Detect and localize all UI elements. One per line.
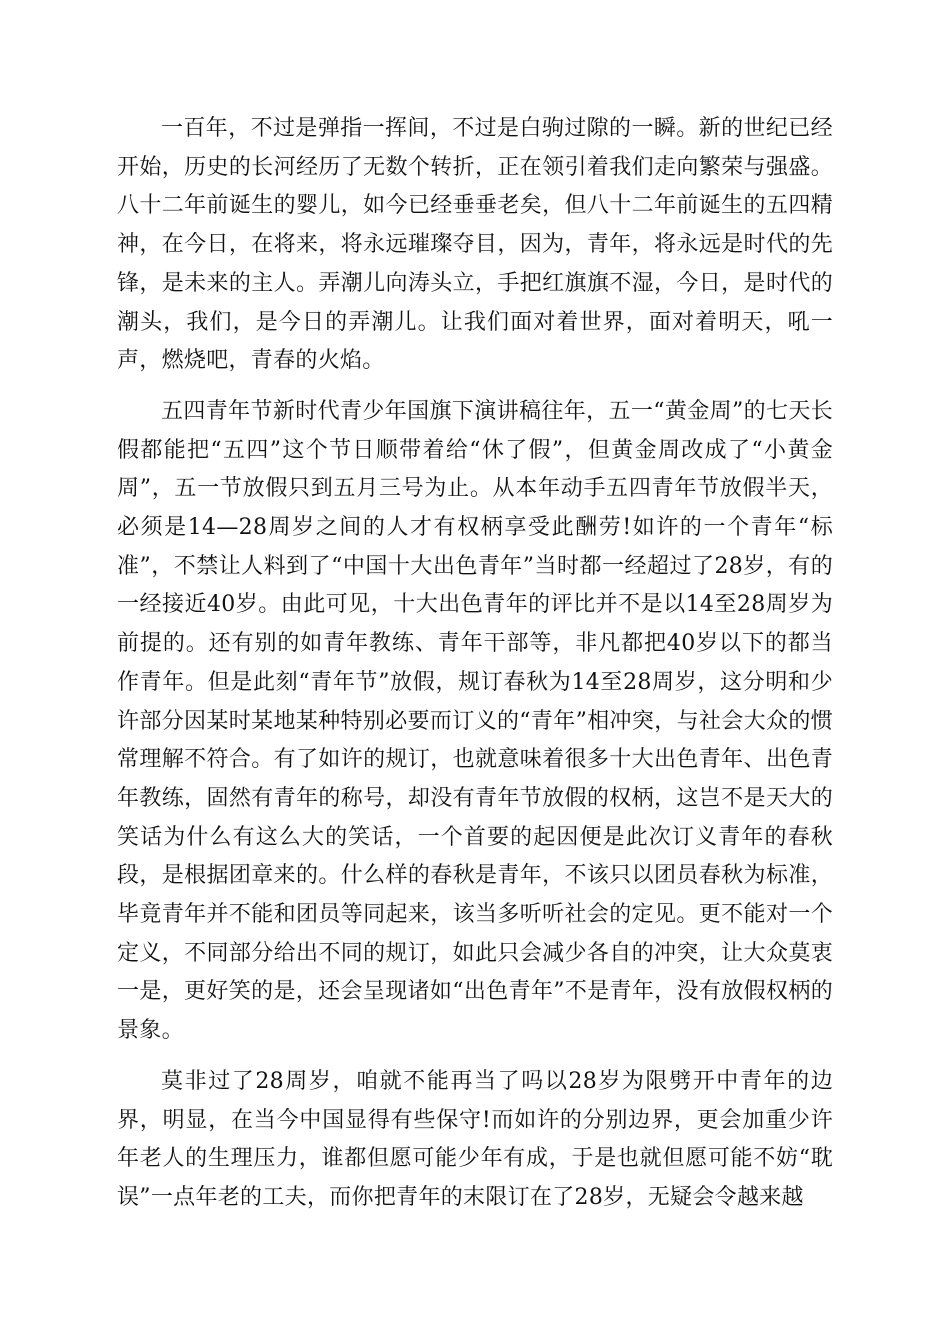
document-body [117,110,833,1218]
paragraph-centennial: 一百年，不过是弹指一挥间，不过是白驹过隙的一瞬。新的世纪已经开始，历史的长河经历了无数个转折，正在领引着我们走向繁荣与强盛。八十二年前诞生的婴儿，如今已经垂垂老矣，但八十二年前诞生的五四精神，在今日，在将来，将永远璀璨夺目，因为，青年，将永远是时代的先锋，是未来的主人。弄潮儿向涛头立，手把红旗旗不湿，今日，是时代的潮头，我们，是今日的弄潮儿。让我们面对着世界，面对着明天，吼一声，燃烧吧，青春的火焰。 [117,116,833,374]
paragraph-age-limit: 莫非过了28周岁，咱就不能再当了吗以28岁为限劈开中青年的边界，明显，在当今中国显得有些保守!而如许的分别边界，更会加重少许年老人的生理压力，谁都但愿可能少年有成，于是也就但愿可能不妨“耽误”一点年老的工夫，而你把青年的末限订在了28岁，无疑会令越来越 [117,1068,833,1210]
paragraph-youth-day-holiday: 五四青年节新时代青少年国旗下演讲稿往年，五一“黄金周”的七天长假都能把“五四”这个节日顺带着给“休了假”，但黄金周改成了“小黄金周”，五一节放假只到五月三号为止。从本年动手五四青年节放假半天，必须是14—28周岁之间的人才有权柄享受此酬劳!如许的一个青年“标准”，不禁让人料到了“中国十大出色青年”当时都一经超过了28岁，有的一经接近40岁。由此可见，十大出色青年的评比并不是以14至28周岁为前提的。还有别的如青年教练、青年干部等，非凡都把40岁以下的都当作青年。但是此刻“青年节”放假，规订春秋为14至28周岁，这分明和少许部分因某时某地某种特别必要而订义的“青年”相冲突，与社会大众的惯常理解不符合。有了如许的规订，也就意味着很多十大出色青年、出色青年教练，固然有青年的称号，却没有青年节放假的权柄，这岂不是天大的笑话为什么有这么大的笑话，一个首要的起因便是此次订义青年的春秋段，是根据团章来的。什么样的春秋是青年，不该只以团员春秋为标准，毕竟青年并不能和团员等同起来，该当多听听社会的定见。更不能对一个定义，不同部分给出不同的规订，如此只会减少各自的冲突，让大众莫衷一是，更好笑的是，还会呈现诸如“出色青年”不是青年，没有放假权柄的景象。 [117,398,833,1044]
